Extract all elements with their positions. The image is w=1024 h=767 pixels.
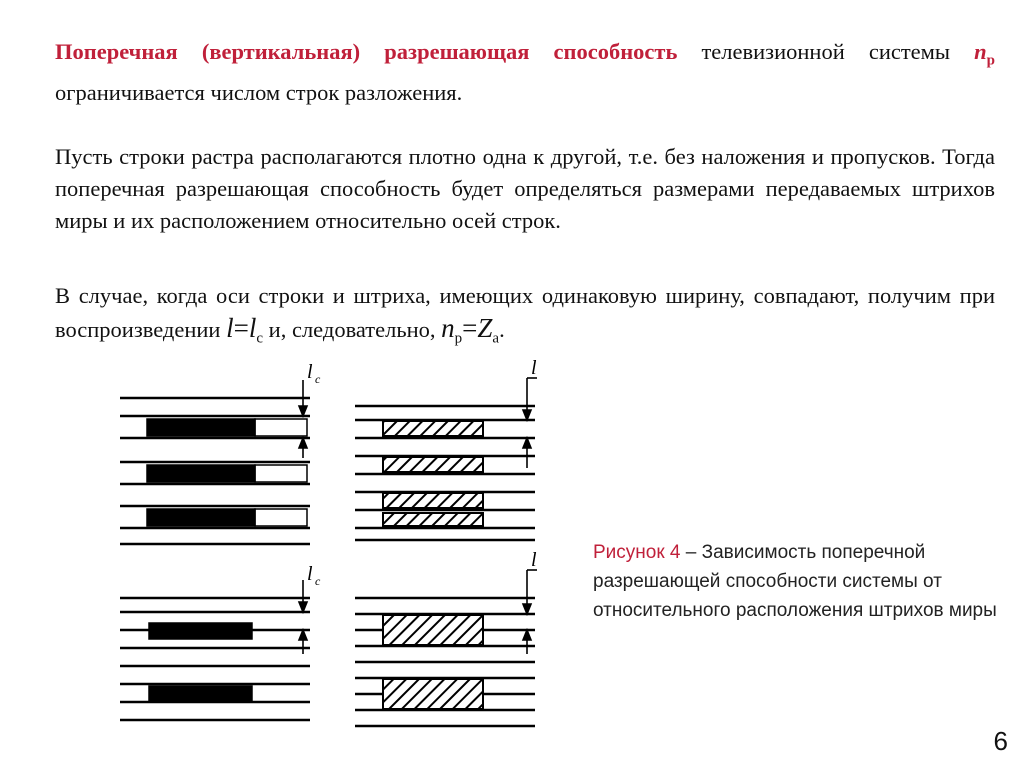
caption-text: – Зависимость поперечной разрешающей способности системы от относительного расположения штрихов миры [593,542,997,621]
eq1-l: l [226,313,234,343]
panel-aligned-solid [120,361,321,544]
label-lc-bottom: l [307,563,313,585]
raster-diagram [115,358,565,744]
paragraph-raster [55,141,995,237]
label-l-bottom: l [531,549,537,571]
case-text-a: В случае, когда оси строки и штриха, имеющих одинаковую ширину, совпадают, получим при воспроизведении [55,283,995,342]
label-lc-bottom-sub: c [315,574,321,588]
eq1-lc: l [248,313,257,343]
eq2-equals: = [462,313,478,343]
panel-offset-solid [120,563,321,720]
figure-caption [593,538,1013,625]
hatched-bar [383,615,483,645]
case-text-b: и, следовательно, [263,317,442,342]
hatched-bar [383,493,483,508]
panel-offset-hatched [355,549,537,726]
intro-text-b: ограничивается числом строк разложения. [55,79,463,105]
hatched-bar [383,421,483,436]
test-bar [147,465,255,482]
hatched-bar [383,513,483,526]
var-n-sub: p [986,52,995,69]
test-bar [149,623,252,639]
intro-text-a: телевизионной системы [677,39,975,64]
label-l: l [531,358,537,379]
hatched-bar [383,457,483,472]
raster-text: Пусть строки растра располагаются плотно одна к другой, т.е. без наложения и пропусков. Тогда поперечная разрешающая способность будет определяться размерами передаваемых штрихов миры и их расположением относительно осей строк. [55,144,995,233]
eq2-n: n [441,313,455,343]
case-text-c: . [499,317,505,342]
caption-lead: Рисунок 4 [593,542,681,563]
test-bar-gap [255,465,307,482]
test-bar-gap [255,509,307,526]
var-n: n [974,39,987,64]
eq2-n-sub: p [454,330,463,347]
highlight-term: Поперечная (вертикальная) разрешающая способность [55,39,678,64]
eq1-lc-sub: c [256,330,264,347]
test-bar [147,509,255,526]
eq1-equals: = [233,313,249,343]
test-bar [147,419,255,436]
label-lc-sub: c [315,372,321,386]
paragraph-intro [55,36,995,109]
hatched-bar [383,679,483,709]
test-bar-gap [255,419,307,436]
test-bar [149,686,252,702]
label-lc: l [307,361,313,383]
page-number: 6 [993,726,1008,756]
eq2-z-sub: a [492,330,500,347]
eq2-z: Z [477,313,493,343]
panel-aligned-hatched [355,358,537,540]
paragraph-case [55,280,995,355]
